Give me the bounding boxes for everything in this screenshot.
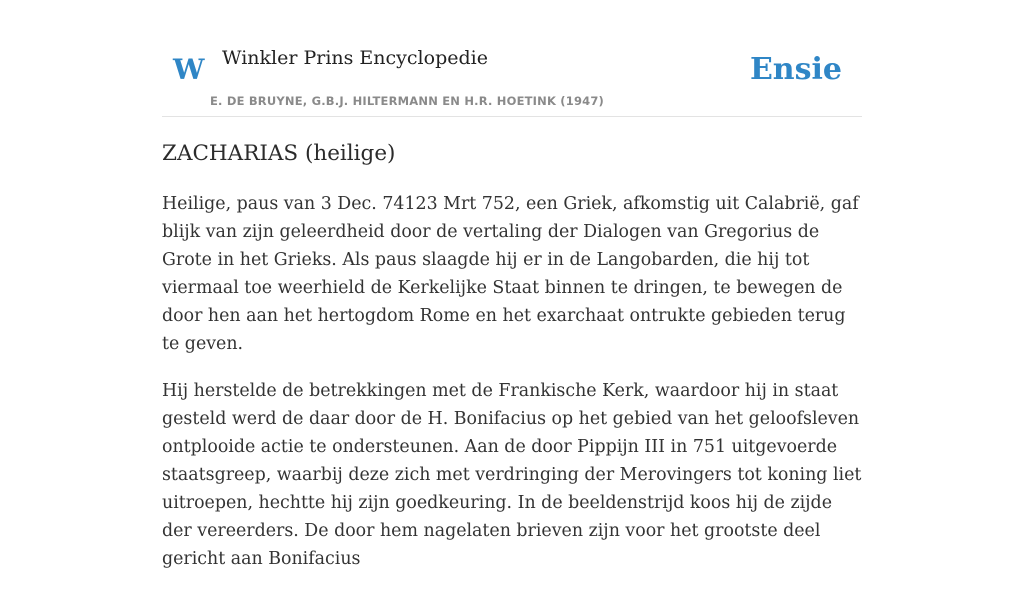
article-paragraph: Heilige, paus van 3 Dec. 74123 Mrt 752, een Griek, afkomstig uit Calabrië, gaf blijk van zijn geleerdheid door de vertaling der Dialogen van Gregorius de Grote in het Grieks. Als paus slaagde hij er in de Langobarden, die hij tot viermaal toe weerhield de Kerkelijke Staat binnen te dringen, te bewegen de door hen aan het hertogdom Rome en het exarchaat ontrukte gebieden terug te geven.	[162, 194, 859, 354]
source-authors: E. DE BRUYNE, G.B.J. HILTERMANN EN H.R. HOETINK (1947)	[210, 94, 605, 108]
article-title: ZACHARIAS (heilige)	[162, 141, 396, 166]
article-paragraph: Hij herstelde de betrekkingen met de Frankische Kerk, waardoor hij in staat gesteld werd de daar door de H. Bonifacius op het gebied van het geloofsleven ontplooide actie te ondersteunen. Aan de door Pippijn III in 751 uitgevoerde staatsgreep, waarbij deze zich met verdringing der Merovingers tot koning liet uitroepen, hechtte hij zijn goedkeuring. In de beeldenstrijd koos hij de zijde der vereerders. De door hem nagelaten brieven zijn voor het grootste deel gericht aan Bonifacius	[162, 381, 862, 569]
source-header	[162, 40, 862, 117]
source-logo-icon: W	[173, 53, 205, 86]
source-title[interactable]: Winkler Prins Encyclopedie	[222, 47, 488, 69]
brand-logo-link[interactable]: Ensie	[749, 52, 842, 87]
article	[162, 138, 867, 592]
